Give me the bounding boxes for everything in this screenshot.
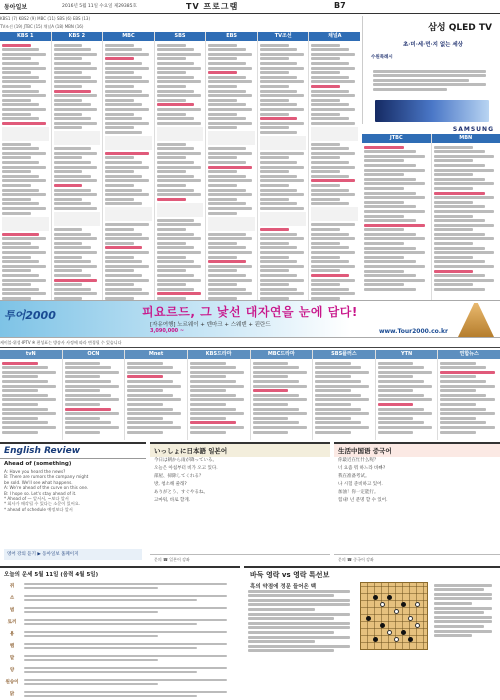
issue-date: 2016년 5월 11일 수요일 제29385호 [62, 3, 137, 9]
channel-column [258, 32, 310, 300]
japanese-line: 今日は朝から雨が降っている。 [150, 457, 330, 465]
channel-column [432, 134, 500, 304]
chinese-line: 나 시험 준비하고 있어. [334, 481, 500, 489]
channel-column [63, 350, 126, 440]
black-stone [380, 623, 385, 628]
chinese-line: 너 요즘 뭐 하느라 바빠? [334, 465, 500, 473]
baduk-text [248, 588, 356, 654]
english-line: * ahead of schedule 예정보다 앞서 [0, 507, 146, 512]
zodiac-label: 쥐 [0, 583, 24, 589]
fortune-row [0, 616, 240, 628]
white-stone [408, 616, 413, 621]
channel-header: OCN [63, 350, 125, 359]
section-title: TV 프로그램 [186, 1, 238, 12]
channel-column [313, 350, 376, 440]
white-stone [394, 609, 399, 614]
english-subtitle: Ahead of (something) [0, 459, 146, 469]
fortune-row [0, 592, 240, 604]
japanese-line: ありがとう、すぐやるね。 [150, 489, 330, 497]
channel-header: KBS 2 [52, 32, 103, 41]
white-stone [394, 637, 399, 642]
japanese-line: 고마워, 바로 할게. [150, 497, 330, 505]
channel-header: KBS드라마 [188, 350, 250, 359]
english-line: B: There are rumors the company might [0, 474, 146, 479]
channel-header: MBN [432, 134, 500, 143]
chinese-line: 힘내! 넌 분명 할 수 있어. [334, 497, 500, 505]
white-stone [380, 602, 385, 607]
english-line: * Ahead of — 앞서서, ~보다 앞서 [0, 496, 146, 501]
japanese-line: 방, 청소해 줄래? [150, 481, 330, 489]
channel-column [155, 32, 207, 300]
black-stone [373, 595, 378, 600]
fortune-row [0, 664, 240, 676]
fortune-row [0, 652, 240, 664]
channel-column [309, 32, 360, 300]
ad-brand: 삼성 QLED TV [428, 20, 492, 33]
go-board [360, 582, 428, 650]
japanese-title: いっしょに日本語 일본어 [150, 444, 330, 457]
zodiac-label: 닭 [0, 691, 24, 697]
chinese-line: 我在准备考试。 [334, 473, 500, 481]
zodiac-label: 원숭이 [0, 679, 24, 685]
english-line: * 회사가 매각될 수 있다는 소문이 있어요. [0, 501, 146, 506]
english-footer[interactable]: 영어 강의 듣기 ▶ 동아일보 홈페이지 [4, 549, 142, 560]
japanese-line: 오늘은 아침부터 비가 오고 있다. [150, 465, 330, 473]
channel-header: Mnet [125, 350, 187, 359]
black-stone [401, 630, 406, 635]
channel-header: EBS [206, 32, 257, 41]
channel-header: YTN [376, 350, 438, 359]
channel-header: tvN [0, 350, 62, 359]
channel-header: TV조선 [258, 32, 309, 41]
channel-info-2: TV조선 (19) JTBC (15) 채널A (18) MBN (16) [0, 24, 360, 32]
travel-price: 3,090,000 ~ [150, 328, 184, 334]
tower-image [458, 303, 494, 337]
baduk-commentary [434, 582, 496, 639]
channel-column [362, 134, 432, 304]
channel-header: 채널A [309, 32, 360, 41]
black-stone [408, 637, 413, 642]
ad-headline: 초·미·세·먼·지 없는 세상 [373, 40, 493, 48]
tv-image [375, 100, 489, 122]
channel-info-1: KBS1 (7) KBS2 (9) MBC (11) SBS (6) EBS (13) [0, 16, 360, 24]
japanese-footer: 문의 ☎ 일본어 강좌 [150, 554, 330, 564]
english-line: be sold. We'll see what happens. [0, 480, 146, 485]
english-line: A: We're ahead of the curve on this one. [0, 485, 146, 490]
japanese-lesson [150, 442, 330, 564]
japanese-line: 部屋、掃除してくれる？ [150, 473, 330, 481]
white-stone [415, 623, 420, 628]
channel-column [0, 350, 63, 440]
english-line: B: I hope so. Let's stay ahead of it. [0, 491, 146, 496]
zodiac-label: 뱀 [0, 643, 24, 649]
fortune-row [0, 604, 240, 616]
channel-column [438, 350, 500, 440]
zodiac-label: 토끼 [0, 619, 24, 625]
page-header [0, 0, 500, 14]
black-stone [387, 595, 392, 600]
channel-column [188, 350, 251, 440]
travel-logo: 투어2000 [4, 307, 56, 323]
fortune-title: 오늘의 운세 5월 11일 (음력 4월 5일) [0, 568, 240, 580]
tv-schedule-grid [0, 32, 360, 300]
channel-column [376, 350, 439, 440]
ad-body [373, 68, 493, 93]
black-stone [366, 616, 371, 621]
white-stone [415, 602, 420, 607]
zodiac-label: 말 [0, 655, 24, 661]
fortune-row [0, 628, 240, 640]
right-schedule-grid [362, 134, 500, 304]
newspaper-name: 동아일보 [4, 2, 27, 11]
black-stone [373, 637, 378, 642]
channel-column [103, 32, 155, 300]
travel-sub: [자유여행] 노르웨이 + 덴마크 + 스웨덴 + 핀란드 [150, 320, 271, 328]
english-review [0, 442, 146, 564]
daily-fortune [0, 566, 240, 691]
cable-info: 케이블·위성·IPTV ※ 편성표는 방송사 사정에 따라 변경될 수 있습니다 [0, 340, 500, 348]
baduk-title: 바둑 영락 vs 영락 특선보 [244, 568, 500, 582]
fortune-row [0, 676, 240, 688]
chinese-line: 加油！你一定能行。 [334, 489, 500, 497]
travel-ad-banner[interactable] [0, 300, 500, 338]
chinese-lesson [334, 442, 500, 564]
travel-headline: 피요르드, 그 낯선 대자연을 눈에 담다! [142, 303, 358, 320]
baduk-subtitle: 흑의 약점에 정문 들어온 백 [244, 582, 500, 590]
zodiac-label: 용 [0, 631, 24, 637]
white-stone [387, 630, 392, 635]
fortune-row [0, 580, 240, 592]
channel-column [125, 350, 188, 440]
zodiac-label: 범 [0, 607, 24, 613]
samsung-logo: SAMSUNG [453, 126, 494, 133]
channel-header: SBS플러스 [313, 350, 375, 359]
page-number: B7 [334, 1, 346, 10]
channel-header: MBC [103, 32, 154, 41]
ad-logo: 수원특례시 [371, 54, 393, 60]
samsung-tv-ad[interactable] [362, 16, 500, 124]
channel-header: JTBC [362, 134, 431, 143]
black-stone [401, 602, 406, 607]
channel-column [206, 32, 258, 300]
zodiac-label: 소 [0, 595, 24, 601]
channel-header: MBC드라마 [251, 350, 313, 359]
baduk-column [244, 566, 500, 691]
chinese-title: 生活中国语 중국어 [334, 444, 500, 457]
channel-column [251, 350, 314, 440]
channel-column [52, 32, 104, 300]
channel-column [0, 32, 52, 300]
channel-header: SBS [155, 32, 206, 41]
cable-schedule-grid [0, 350, 500, 440]
chinese-footer: 문의 ☎ 중국어 강좌 [334, 554, 500, 564]
travel-url[interactable]: www.Tour2000.co.kr [379, 328, 448, 335]
english-title: English Review [0, 444, 146, 459]
channel-header: KBS 1 [0, 32, 51, 41]
chinese-line: 你最近在忙什么呢？ [334, 457, 500, 465]
english-line: A: Have you heard the news? [0, 469, 146, 474]
fortune-row [0, 640, 240, 652]
channel-header: 연합뉴스 [438, 350, 500, 359]
zodiac-label: 양 [0, 667, 24, 673]
fortune-row [0, 688, 240, 700]
